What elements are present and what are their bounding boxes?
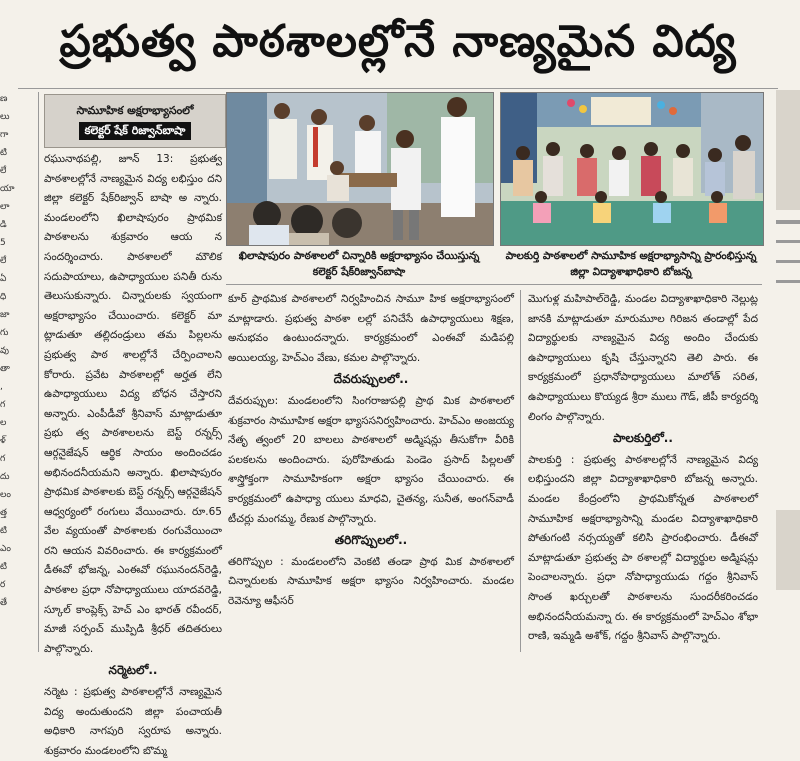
- adjacent-column-right: [770, 90, 800, 655]
- adjacent-column-left: [0, 90, 34, 655]
- subhead-devaruppula: దేవరుప్పులలో..: [333, 372, 409, 387]
- caption-rule: [226, 284, 762, 285]
- article-column-1: [44, 150, 222, 757]
- kicker-box: [44, 94, 226, 148]
- article-column-2: [228, 290, 514, 652]
- article-col3-body: మొగుళ్ల మహిపాల్‌రెడ్డి, మండల విద్యాశాఖాధికారి నెల్లుట్ల జానకి మాట్లాడుతూ మారుమూల గిరిజన తండాల్లో పేద విద్యార్థులకు నాణ్యమైన విద్య అందిం చేందుకు ఉపాధ్యాయులు కృషి చేస్తున్నారని తెలి పారు. ఈ కార్యక్రమంలో ప్రధానోపాధ్యాయులు మాలోత్ సరిత, ఉపాధ్యాయులు కొయ్యడ శ్రీరా ములు గౌడ్, జీపీ కార్యదర్శి లింగం పాల్గొన్నారు.: [528, 293, 758, 423]
- kicker-line2: కలెక్టర్ షేక్ రిజ్వాన్‌బాషా: [79, 122, 192, 140]
- photo-caption-2: పాలకుర్తి పాఠశాలలో సామూహిక అక్షరాభ్యాసాన్ని ప్రారంభిస్తున్న జిల్లా విద్యాశాఖాధికారి బోజన్న: [505, 250, 757, 278]
- kicker-line1: సామూహిక అక్షరాభ్యాసంలో: [76, 103, 194, 117]
- photo-collector-illustration: [227, 93, 493, 245]
- article-col3-body2: పాలకుర్తి : ప్రభుత్వ పాఠశాలల్లోనే నాణ్యమైన విద్య లభిస్తుందని జిల్లా విద్యాశాఖాధికారి బోజన్న అన్నారు. మండల కేంద్రంలోని ప్రాథమికోన్నత పాఠశాలలో సామూహిక అక్షరాభ్యాసాన్ని మండల విద్యాశాఖాధికారి పోతుగంటి నర్సయ్యతో కలిసి ప్రారంభించారు. డీఈవో మాట్లాడుతూ ప్రభుత్వ పా ఠశాలల్లో విద్యార్థుల అడ్మిషన్లు పెంచాలన్నారు. ప్రధా నోపాధ్యాయుడు గద్దం శ్రీనివాస్ సొంత ఖర్చులతో పాఠశాలను సుందరీకరించడం అభినందనీయమన్నా రు. ఈ కార్యక్రమంలో హెచ్‌ఎం శోభా రాణి, ఇమ్మడి అశోక్, గద్దం శ్రీనివాస్ పాల్గొన్నారు.: [528, 453, 758, 643]
- photo-group-illustration: [501, 93, 763, 245]
- adjacent-column-left-text: ణ లు గా టి లే యా లా డి 5 లే ఏ ధి జా గు వు తా , గ ల ళ్ గ దు లం త్త టి ఎం టి ర తే: [0, 94, 15, 608]
- column-rule-left: [38, 92, 39, 652]
- article-col1-body: రఘునాథపల్లి, జూన్ 13: ప్రభుత్వ పాఠశాలల్లోనే నాణ్యమైన విద్య లభిస్తుం దని జిల్లా కలెక్టర్ షేక్‌రిజ్వాన్ బాషా అ న్నారు. మండలంలోని ఖిలాషాపురం ప్రాథమిక పాఠశాలను శుక్రవారం ఆయ న సందర్శించారు. పాఠశాలలో మౌలిక సదుపాయాలు, ఉపాధ్యాయుల పనితీ రును తెలుసుకున్నారు. చిన్నారులకు స్వయంగా అక్షరాభ్యాసం చేయించారు. కలెక్టర్ మా ట్లాడుతూ తల్లిదండ్రులు తమ పిల్లలను ప్రభుత్వ పాఠ శాలల్లోనే చేర్పించాలని కోరారు. ప్రవేట పాఠశాలల్లో అర్హత లేని ఉపాధ్యాయులు విద్య బోధన చేస్తారని అన్నారు. ఎంపీడీవో శ్రీనివాస్ మాట్లాడుతూ ప్రభు త్వ పాఠశాలలను బెస్ట్ రన్నర్స్ ఆర్గనైజేషన్ ఆర్థిక సాయం అందించడం అభినందనీయమని అన్నారు. ఖిలాషాపురం ప్రాథమిక పాఠశాలకు బెస్ట్ రన్నర్స్ ఆర్గనైజేషన్ ఆధ్వర్యంలో రంగులు వేయించారు. రూ.65 వేల వ్యయంతో పాఠశాలకు రంగువేయించా రని ఆయన వివరించారు. ఈ కార్యక్రమంలో డీఈవో భోజన్న, ఎంఈవో రఘునందన్‌రెడ్డి, పాఠశాల ప్రధా నోపాధ్యాయులు యాదవరెడ్డి, స్కూల్ కాంప్లెక్స్ హెచ్ ఎం భారత్ రవీందర్, మాజీ సర్పంచ్ ముప్పిడి శ్రీధర్ తదితరులు పాల్గొన్నారు.: [44, 153, 222, 655]
- article-col1-body2: నర్మెట : ప్రభుత్వ పాఠశాలల్లోనే నాణ్యమైన విద్య అందుతుందని జిల్లా పంచాయతీ అధికారి నాగపురి స్వరూప అన్నారు. శుక్రవారం మండలంలోని బొమ్మ: [44, 686, 222, 757]
- article-col2-body3: తరిగొప్పుల : మండలంలోని వెంకటి తండా ప్రాథ మిక పాఠశాలలో చిన్నారులకు సామూహిక అక్షరా భ్యాసం నిర్వహించారు. మండల రెవెన్యూ ఆఫీసర్: [228, 555, 514, 607]
- article-col2-body: కూర్ ప్రాథమిక పాఠశాలలో నిర్వహించిన సామూ హిక అక్షరాభ్యాసంలో మాట్లాడారు. ప్రభుత్వ పాఠశా లల్లో పనిచేసే ఉపాధ్యాయులు శిక్షణ, అనుభవం ఉంటుందన్నారు. కార్యక్రమంలో ఎంఈవో మడిపల్లి అయిలయ్య, హెచ్‌ఎం వేణు, కమల పాల్గొన్నారు.: [228, 293, 514, 364]
- article-col2-body2: దేవరుప్పుల: మండలంలోని సింగరాజుపల్లి ప్రాథ మిక పాఠశాలలో శుక్రవారం సామూహిక అక్షరా భ్యాససనిర్వహించారు. హెచ్‌ఎం అంజయ్య నేతృ త్వంలో 20 బాలలు పాఠశాలలో అడ్మిషన్లు తీసుకోగా వీరికి పలకలను అందించారు. పురోహితుడు పెండెం ప్రసాద్ పిల్లలతో శాస్త్రోక్తంగా సామూహికంగా అక్షరా భ్యాసం చేయించారు. ఈ కార్యక్రమంలో ఉపాధ్యా యులు మాధవి, చైతన్య, సునీత, అంగన్‌వాడీ టీచర్లు మంగమ్మ, రేణుక పాల్గొన్నారు.: [228, 394, 514, 525]
- column-rule-right: [520, 290, 521, 652]
- subhead-narmeta: నర్మెటలో..: [108, 663, 158, 678]
- headline-rule: [18, 88, 778, 89]
- adjacent-column-right-fragment: [770, 90, 800, 655]
- photo-group-akshrabhyasam: [500, 92, 764, 246]
- headline: ప్రభుత్వ పాఠశాలల్లోనే నాణ్యమైన విద్య: [59, 16, 737, 67]
- article-column-3: [528, 290, 758, 652]
- photo-collector-classroom: [226, 92, 494, 246]
- subhead-tarigoppula: తరిగొప్పులలో..: [334, 533, 408, 548]
- photo-caption-1: ఖిలాషాపురం పాఠశాలలో చిన్నారికి అక్షరాభ్యాసం చేయిస్తున్న కలెక్టర్ షేక్‌రిజ్వాన్‌బాషా: [238, 250, 480, 278]
- subhead-palakurthi: పాలకుర్తిలో..: [613, 431, 673, 446]
